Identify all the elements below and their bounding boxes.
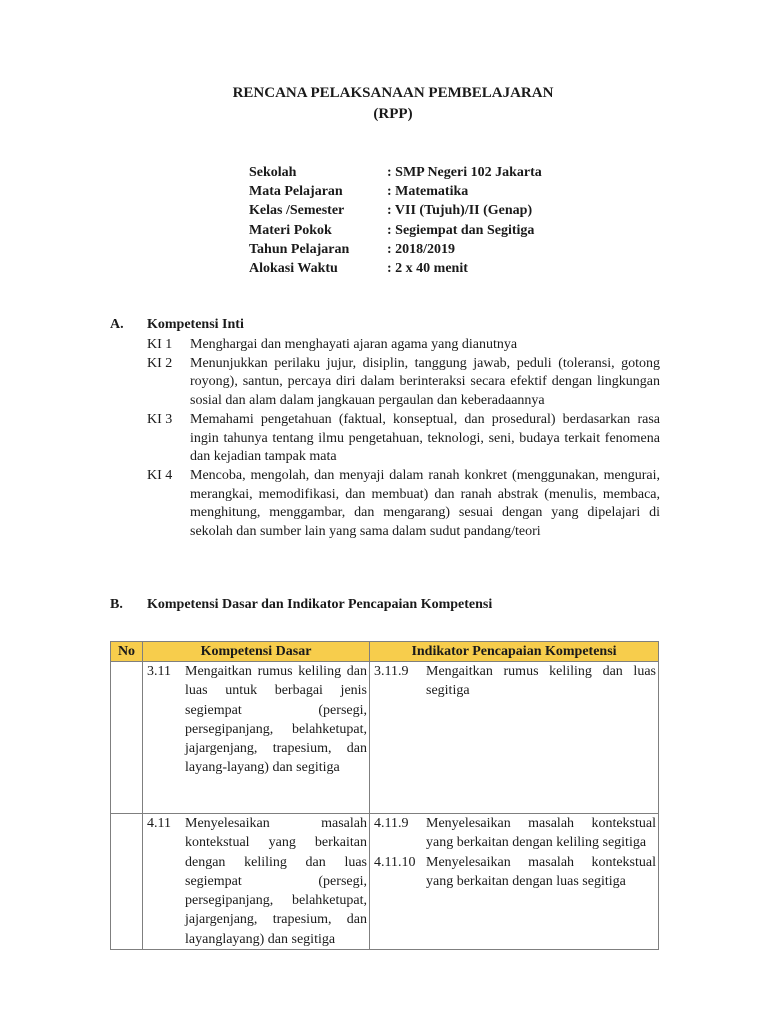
cell-kd	[143, 814, 370, 950]
column-header-no: No	[111, 642, 143, 662]
document-title: RENCANA PELAKSANAAN PEMBELAJARAN	[232, 85, 554, 101]
ki-code: KI 1	[147, 337, 173, 352]
section-title: Kompetensi Dasar dan Indikator Pencapaian Kompetensi	[147, 597, 493, 612]
indicator-code: 4.11.9	[374, 816, 409, 831]
info-value: : VII (Tujuh)/II (Genap)	[387, 203, 533, 219]
cell-indicator	[370, 814, 659, 950]
competency-table	[110, 641, 659, 950]
section-letter: B.	[110, 597, 123, 612]
ki-code: KI 3	[147, 411, 173, 427]
kd-text: Menyelesaikan masalah kontekstual yang berkaitan dengan keliling dan luas segiempat (persegi, persegipanjang, belahketupat, jajargenjang, trapesium, dan layanglayang) dan segitiga	[185, 816, 367, 947]
info-row-class	[249, 201, 542, 220]
column-header-indicator: Indikator Pencapaian Kompetensi	[370, 642, 659, 662]
ki-text: Memahami pengetahuan (faktual, konseptual, dan prosedural) berdasarkan rasa ingin tahunya tentang ilmu pengetahuan, teknologi, seni, budaya terkait fenomena dan kejadian tampak mata	[190, 411, 660, 465]
table-row	[111, 814, 659, 950]
cell-no	[111, 814, 143, 950]
info-label: Materi Pokok	[249, 222, 332, 238]
indicator-code: 3.11.9	[374, 664, 409, 679]
ki-code: KI 4	[147, 467, 173, 483]
indicator-text: Mengaitkan rumus keliling dan luas segitiga	[426, 664, 656, 699]
info-label: Kelas /Semester	[249, 203, 345, 219]
document-subtitle: (RPP)	[373, 106, 413, 122]
info-value: : Segiempat dan Segitiga	[387, 222, 535, 238]
list-item	[147, 355, 660, 411]
info-label: Sekolah	[249, 165, 297, 180]
info-value: : 2 x 40 menit	[387, 260, 468, 276]
info-value: : Matematika	[387, 184, 469, 200]
info-label: Tahun Pelajaran	[249, 241, 350, 257]
info-row-subject	[249, 182, 542, 201]
indicator-text: Menyelesaikan masalah kontekstual yang berkaitan dengan keliling segitiga	[426, 816, 656, 851]
info-row-time	[249, 259, 542, 278]
indicator-code: 4.11.10	[374, 854, 416, 870]
section-title: Kompetensi Inti	[147, 317, 244, 332]
list-item	[147, 467, 660, 542]
info-row-school	[249, 163, 542, 182]
identity-block	[249, 163, 542, 278]
info-label: Mata Pelajaran	[249, 184, 343, 200]
info-value: : SMP Negeri 102 Jakarta	[387, 165, 542, 180]
ki-text: Menghargai dan menghayati ajaran agama yang dianutnya	[190, 337, 518, 352]
list-item	[147, 336, 660, 355]
column-header-kd: Kompetensi Dasar	[143, 642, 370, 662]
ki-text: Mencoba, mengolah, dan menyaji dalam ranah konkret (menggunakan, mengurai, merangkai, memodifikasi, dan membuat) dan ranah abstrak (menulis, membaca, menghitung, menggambar, dan mengarang) sesuai dengan yang dipelajari di sekolah dan sumber lain yang sama dalam sudut pandang/teori	[190, 467, 660, 540]
list-item	[147, 411, 660, 467]
kd-text: Mengaitkan rumus keliling dan luas untuk berbagai jenis segiempat (persegi, persegipanjang, belahketupat, jajargenjang, trapesium, dan layang-layang) dan segitiga	[185, 664, 367, 776]
section-letter: A.	[110, 317, 124, 332]
info-row-topic	[249, 221, 542, 240]
core-competency-list	[147, 336, 660, 542]
info-value: : 2018/2019	[387, 241, 456, 257]
ki-text: Menunjukkan perilaku jujur, disiplin, tanggung jawab, peduli (toleransi, gotong royong), santun, percaya diri dalam berinteraksi secara efektif dengan lingkungan sosial dan alam dalam jangkauan pergaulan dan keberadaannya	[190, 355, 660, 409]
cell-no	[111, 662, 143, 814]
indicator-text: Menyelesaikan masalah kontekstual yang berkaitan dengan luas segitiga	[426, 854, 656, 889]
cell-kd	[143, 662, 370, 814]
ki-code: KI 2	[147, 355, 173, 371]
table-header-row	[111, 642, 659, 662]
info-label: Alokasi Waktu	[249, 260, 338, 276]
info-row-year	[249, 240, 542, 259]
table-row	[111, 662, 659, 814]
kd-code: 3.11	[147, 664, 171, 679]
cell-indicator	[370, 662, 659, 814]
kd-code: 4.11	[147, 816, 171, 831]
